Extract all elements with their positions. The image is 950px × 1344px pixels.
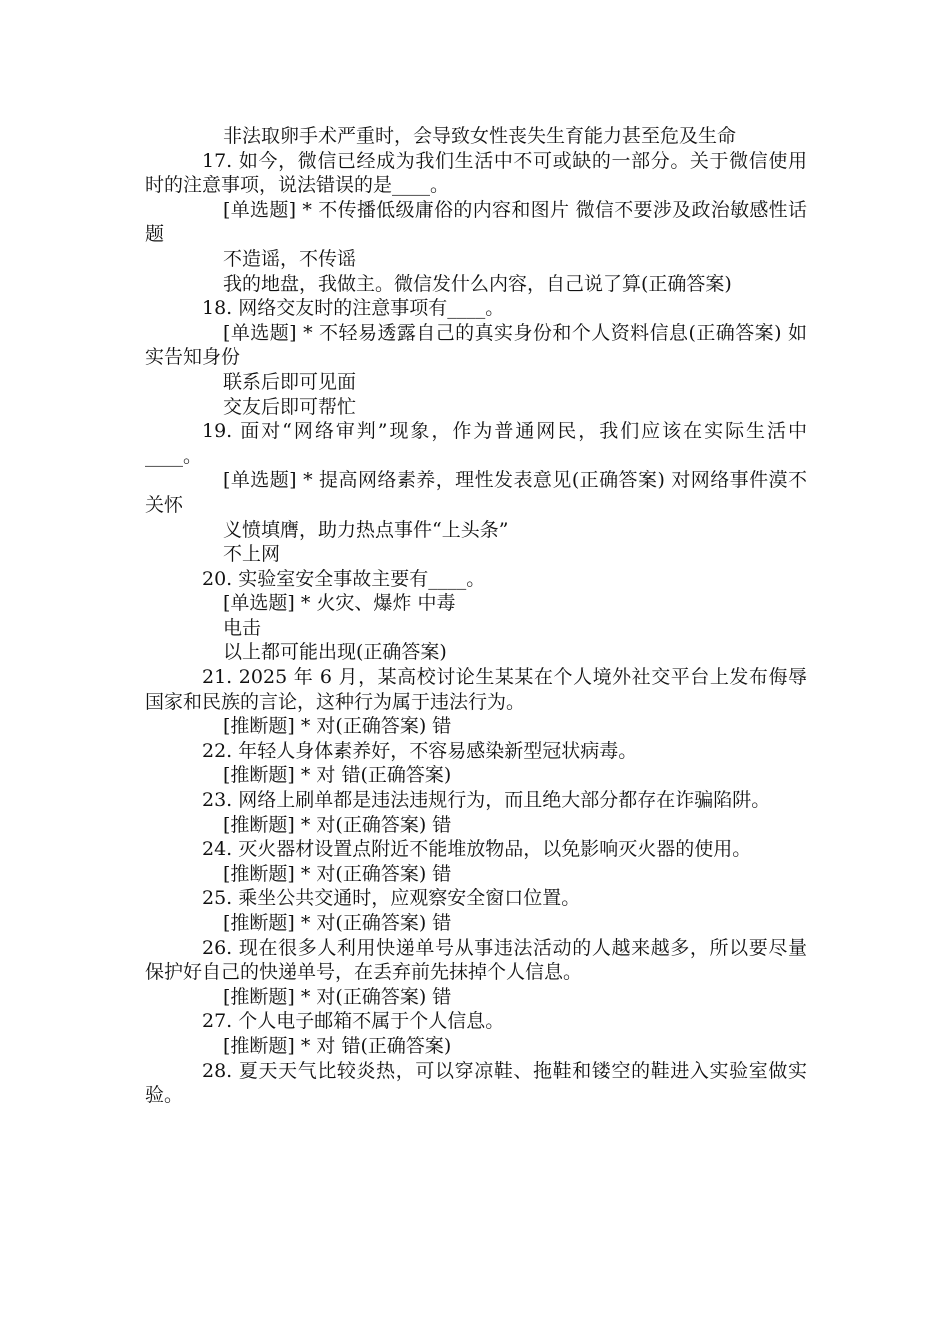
judgement-options: [推断题] * 对(正确答案) 错 [223,985,452,1008]
document-body [145,124,807,1108]
question-type-options: [单选题] * 不传播低级庸俗的内容和图片 微信不要涉及政治敏感性话题 [145,198,807,246]
question-23: 23. 网络上刷单都是违法违规行为，而且绝大部分都存在诈骗陷阱。 [202,789,771,812]
judgement-options: [推断题] * 对(正确答案) 错 [223,715,452,738]
question-type-options: [单选题] * 提高网络素养，理性发表意见(正确答案) 对网络事件漠不关怀 [145,469,807,516]
question-22: 22. 年轻人身体素养好，不容易感染新型冠状病毒。 [202,739,638,762]
judgement-options: [推断题] * 对(正确答案) 错 [223,813,452,836]
question-24: 24. 灭火器材设置点附近不能堆放物品，以免影响灭火器的使用。 [202,838,752,861]
question-20: 20. 实验室安全事故主要有____。 [202,567,486,590]
question-type-options: [单选题] * 火灾、爆炸 中毒 [223,592,456,615]
option-line: 不上网 [223,543,281,566]
question-27: 27. 个人电子邮箱不属于个人信息。 [202,1010,505,1033]
option-line: 以上都可能出现(正确答案) [223,641,447,664]
answer-line: 非法取卵手术严重时，会导致女性丧失生育能力甚至危及生命 [223,125,737,147]
question-28: 28. 夏天天气比较炎热，可以穿凉鞋、拖鞋和镂空的鞋进入实验室做实验。 [145,1059,807,1107]
question-type-options: [单选题] * 不轻易透露自己的真实身份和个人资料信息(正确答案) 如实告知身份 [145,321,807,369]
judgement-options: [推断题] * 对 错(正确答案) [223,1034,452,1057]
judgement-options: [推断题] * 对(正确答案) 错 [223,912,452,934]
option-line: 电击 [223,616,262,639]
option-line: 联系后即可见面 [223,370,357,393]
question-26: 26. 现在很多人利用快递单号从事违法活动的人越来越多，所以要尽量保护好自己的快递单号，在丢弃前先抹掉个人信息。 [145,936,807,984]
option-line: 义愤填膺，助力热点事件“上头条” [223,518,509,541]
question-18: 18. 网络交友时的注意事项有____。 [202,297,505,320]
question-21: 21. 2025 年 6 月，某高校讨论生某某在个人境外社交平台上发布侮辱国家和民族的言论，这种行为属于违法行为。 [145,666,807,713]
judgement-options: [推断题] * 对 错(正确答案) [223,764,452,787]
question-25: 25. 乘坐公共交通时，应观察安全窗口位置。 [202,887,581,910]
question-17: 17. 如今，微信已经成为我们生活中不可或缺的一部分。关于微信使用时的注意事项，说法错误的是____。 [145,149,807,197]
question-19: 19. 面对“网络审判”现象，作为普通网民，我们应该在实际生活中____。 [145,420,807,467]
option-line: 我的地盘，我做主。微信发什么内容，自己说了算(正确答案) [223,272,732,295]
option-line: 交友后即可帮忙 [223,395,357,418]
option-line: 不造谣，不传谣 [223,247,357,270]
judgement-options: [推断题] * 对(正确答案) 错 [223,862,452,885]
